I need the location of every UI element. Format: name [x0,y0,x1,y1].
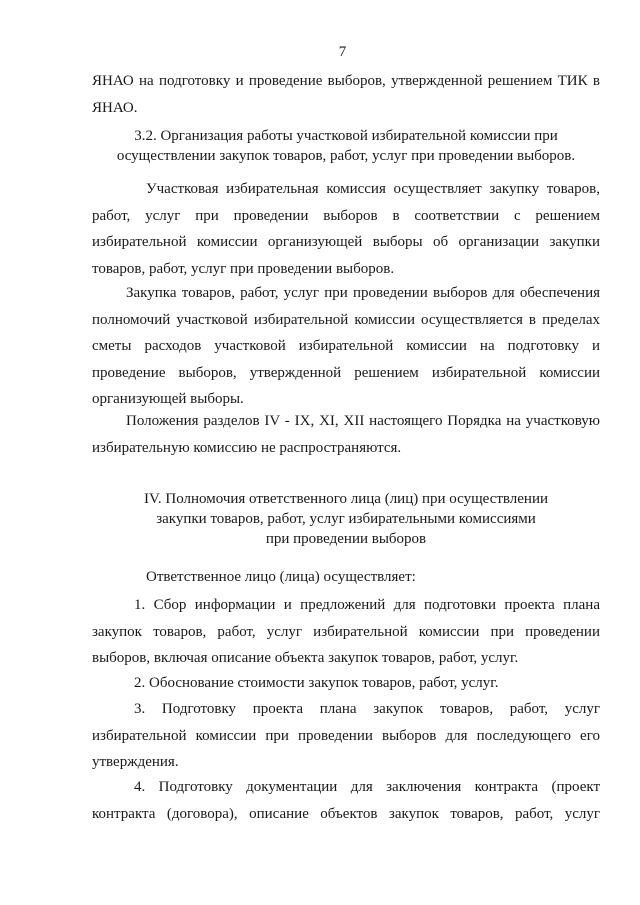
text-line: 3. Подготовку проекта плана закупок товаров, работ, услуг [134,701,600,717]
page-number: 7 [338,44,347,60]
text-line: Закупка товаров, работ, услуг при проведении выборов для обеспечения [126,285,600,301]
list-item-2 [134,670,600,697]
text-line: избирательную комиссию не распространяются. [92,439,402,456]
continuation-paragraph [92,68,600,121]
text-line: избирательной комиссии при проведении выборов для последующего его [92,727,600,744]
text-line: товаров, работ, услуг при проведении выборов. [92,260,395,277]
text-line: выборов, включая описание объекта закупок товаров, работ, услуг. [92,650,519,666]
text-line: организующей выборы. [92,391,244,407]
responsibilities-intro [146,564,600,591]
text-line: ЯНАО. [92,99,138,116]
text-line: избирательной комиссии организующей выборы об организации закупки [92,234,600,250]
heading-line: 3.2. Организация работы участковой избирательной комиссии при [134,128,558,144]
text-line: 2. Обоснование стоимости закупок товаров, работ, услуг. [134,675,499,691]
text-line: 1. Сбор информации и предложений для подготовки проекта плана [134,597,600,613]
text-line: сметы расходов участковой избирательной комиссии на подготовку и [92,338,600,354]
text-line: закупок товаров, работ, услуг избирательной комиссии при проведении [92,623,600,640]
text-line: утверждения. [92,754,179,770]
list-item-4 [92,774,600,827]
paragraph-uik-procurement [92,176,600,282]
text-line: Положения разделов IV - IX, XI, XII настоящего Порядка на участковую [126,413,600,429]
text-line: Участковая избирательная комиссия осуществляет закупку товаров, [146,181,600,197]
list-item-1 [92,592,600,672]
text-line: ЯНАО на подготовку и проведение выборов, утвержденной решением ТИК в [92,73,600,89]
list-item-3 [92,696,600,776]
section-3-2-heading [92,126,600,166]
heading-line: IV. Полномочия ответственного лица (лиц) при осуществлении [143,491,549,507]
text-line: Ответственное лицо (лица) осуществляет: [146,569,416,585]
text-line: 4. Подготовку документации для заключения контракта (проект [134,779,600,795]
text-line: контракта (договора), описание объектов закупок товаров, работ, услуг [92,805,600,822]
heading-line: закупки товаров, работ, услуг избирательными комиссиями [156,511,536,527]
heading-line: при проведении выборов [265,531,427,547]
heading-line: осуществлении закупок товаров, работ, услуг при проведении выборов. [116,148,576,164]
text-line: проведение выборов, утвержденной решением избирательной комиссии [92,364,600,381]
paragraph-procurement-budget [92,280,600,413]
paragraph-sections-exclusion [92,408,600,461]
text-line: полномочий участковой избирательной комиссии осуществляется в пределах [92,311,600,328]
section-iv-heading [92,489,600,549]
text-line: работ, услуг при проведении выборов в соответствии с решением [92,207,600,224]
